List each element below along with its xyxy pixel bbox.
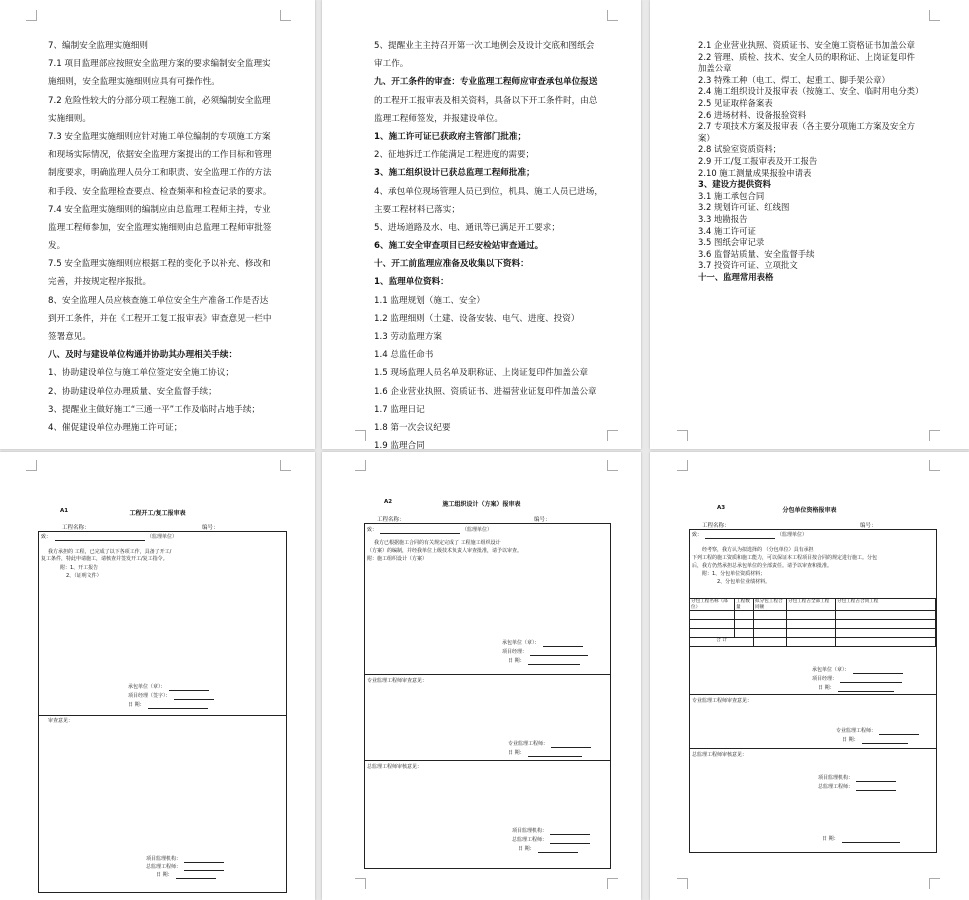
- text-line: 到开工条件，并在《工程开工复工报审表》审查意见一栏中: [48, 313, 272, 324]
- text-line: 2.10 施工测量成果报验申请表: [698, 167, 812, 178]
- text-line: 3.4 施工许可证: [698, 225, 756, 236]
- attachment-line: 2、（证明文件）: [66, 573, 102, 579]
- review-opinion-label: 专业监理工程师审查意见：: [367, 678, 428, 684]
- text-line: 八、及时与建设单位构通并协助其办理相关手续：: [48, 350, 238, 361]
- text-line: 7、编制安全监理实施细则: [48, 41, 148, 51]
- table-header-cell: 分包工程占全部工程: [787, 599, 836, 611]
- attachment-line: 附：1、分包单位资质材料；: [702, 571, 766, 577]
- text-line: 制度要求，明确监理人员分工和职责、安全监理工作的方法: [48, 168, 272, 179]
- corner-mark: [929, 460, 940, 471]
- signature-line: 日 期：: [128, 701, 208, 709]
- text-line: 3、提醒业主做好施工“三通一平”工作及临时占地手续；: [48, 404, 261, 415]
- addressee-label: 致：: [692, 532, 703, 538]
- text-line: 1.2 监理细则（土建、设备安装、电气、进度、投资）: [374, 313, 580, 324]
- table-row: [690, 620, 936, 629]
- approval-opinion-label: 总监理工程师审核意见：: [692, 752, 748, 758]
- text-line: 2.6 进场材料、设备报验资料: [698, 109, 807, 120]
- document-page-3: [650, 0, 969, 449]
- table-row: [690, 629, 936, 638]
- corner-mark: [355, 430, 366, 441]
- text-line: 2、协助建设单位办理质量、安全监督手续；: [48, 386, 217, 397]
- text-line: 主要工程材料已落实；: [374, 204, 460, 215]
- signature-line: 承包单位（章）：: [128, 683, 209, 691]
- page-3-text: [698, 40, 923, 283]
- text-line: 7.3 安全监理实施细则应针对施工单位编制的专项施工方案: [48, 131, 271, 142]
- text-line: 4、承包单位现场管理人员已到位，机具、施工人员已进场，: [374, 186, 603, 197]
- text-line: 审工作。: [374, 59, 409, 70]
- form-title: 施工组织设计（方案）报审表: [442, 501, 521, 508]
- text-line: 1.5 现场监理人员名单及职称证、上岗证复印件加盖公章: [374, 368, 589, 379]
- corner-mark: [929, 430, 940, 441]
- corner-mark: [677, 430, 688, 441]
- text-line: 1、监理单位资料：: [374, 277, 449, 288]
- text-line: 加盖公章: [698, 63, 732, 74]
- corner-mark: [26, 10, 37, 21]
- addressee-unit: （监理单位）: [147, 534, 178, 540]
- text-line: 施细则，安全监理实施细则应具有可操作性。: [48, 77, 220, 88]
- signature-line: 日 期：: [508, 657, 580, 665]
- text-line: 3.3 地勘报告: [698, 213, 748, 224]
- text-line: 6、施工安全审查项目已经安检站审查通过。: [374, 241, 544, 252]
- table-header-row: [690, 599, 936, 611]
- review-opinion-label: 审查意见：: [48, 718, 74, 724]
- signature-line: 项目监理机构：: [146, 855, 224, 863]
- text-line: 1.7 监理日记: [374, 404, 425, 415]
- fill-line: [55, 540, 145, 541]
- signature-line: 项目监理机构：: [512, 827, 590, 835]
- text-line: 5、进场道路及水、电、通讯等已满足开工要求；: [374, 222, 560, 233]
- approval-opinion-label: 总监理工程师审核意见：: [367, 764, 423, 770]
- signature-line: 专业监理工程师：: [508, 740, 591, 748]
- text-line: 4、催促建设单位办理施工许可证；: [48, 422, 183, 433]
- corner-mark: [355, 878, 366, 889]
- signature-line: 专业监理工程师：: [836, 727, 919, 735]
- corner-mark: [929, 10, 940, 21]
- form-number-label: 编号：: [534, 517, 551, 523]
- text-line: 的工程开工报审表及相关资料，具备以下开工条件时，由总: [374, 95, 598, 106]
- project-name-label: 工程名称：: [377, 517, 405, 523]
- attachment-line: 2、分包单位业绩材料。: [717, 579, 771, 585]
- addressee-unit: （监理单位）: [777, 532, 808, 538]
- corner-mark: [607, 10, 618, 21]
- divider: [38, 715, 286, 716]
- form-body-line: 下列工程的施工资质和施工能力，可以保证本工程项目按合同的规定进行施工。分包: [692, 555, 878, 561]
- fill-line: [380, 533, 460, 534]
- text-line: 1.4 总监任命书: [374, 350, 434, 361]
- signature-line: 总监理工程师：: [818, 783, 896, 791]
- text-line: 2.5 见证取样备案表: [698, 97, 773, 108]
- form-frame: [364, 523, 611, 869]
- text-line: 九、开工条件的审查：专业监理工程师应审查承包单位报送: [374, 77, 598, 88]
- project-name-label: 工程名称：: [62, 525, 90, 531]
- form-body-line: 经考察，我方认为拟选择的 （分包单位）具有承担: [702, 547, 814, 553]
- page-1-text: [48, 37, 271, 437]
- text-line: 7.2 危险性较大的分部分项工程施工前，必须编制安全监理: [48, 95, 271, 106]
- signature-line: 承包单位（章）：: [812, 666, 903, 674]
- form-code: A1: [60, 508, 69, 514]
- addressee-label: 致：: [41, 534, 52, 540]
- text-line: 7.1 项目监理部应按照安全监理方案的要求编制安全监理实: [48, 59, 271, 70]
- form-frame: [38, 531, 287, 893]
- form-body-line: 复工条件，特此申请施工，请核查并签发开工/复工指令。: [41, 556, 168, 562]
- addressee-unit: （监理单位）: [462, 527, 493, 533]
- signature-line: 项目经理：: [502, 648, 588, 656]
- text-line: 8、安全监理人员应核查施工单位安全生产准备工作是否达: [48, 295, 269, 306]
- text-line: 2.2 管理、质检、技术、安全人员的职称证、上岗证复印件: [698, 51, 915, 62]
- signature-line: 项目经理：: [812, 675, 902, 683]
- text-line: 1.1 监理规划（施工、安全）: [374, 295, 485, 306]
- text-line: 1.6 企业营业执照、资质证书、进福营业证复印件加盖公章: [374, 386, 597, 397]
- corner-mark: [280, 460, 291, 471]
- text-line: 3.7 投资许可证、立项批文: [698, 260, 798, 271]
- fill-line: [705, 538, 775, 539]
- text-line: 监理工程师参加，安全监理实施细则由总监理工程师审批签: [48, 222, 272, 233]
- addressee-label: 致：: [367, 527, 378, 533]
- text-line: 5、提醒业主主持召开第一次工地例会及设计交底和图纸会: [374, 41, 595, 51]
- text-line: 监理工程师签发，并报建设单位。: [374, 113, 503, 124]
- divider: [364, 760, 610, 761]
- text-line: 2.7 专项技术方案及报审表（各主要分项施工方案及安全方: [698, 121, 915, 132]
- text-line: 3.5 图纸会审记录: [698, 237, 765, 248]
- text-line: 3.2 规划许可证、红线图: [698, 202, 790, 213]
- form-number-label: 编号：: [860, 523, 877, 529]
- corner-mark: [607, 460, 618, 471]
- form-title: 工程开工/复工报审表: [129, 510, 186, 517]
- text-line: 1.9 监理合同: [374, 441, 425, 452]
- table-row: [690, 611, 936, 620]
- document-page-2: [322, 0, 641, 452]
- text-line: 2.8 试验室资质资料；: [698, 144, 781, 155]
- table-header-cell: 分包工程名称（部位）: [690, 599, 735, 611]
- text-line: 1、施工许可证已获政府主管部门批准；: [374, 131, 527, 142]
- text-line: 签署意见。: [48, 332, 91, 342]
- text-line: 2.3 特殊工种（电工、焊工、起重工、脚手架公章）: [698, 74, 890, 85]
- text-line: 实施细则。: [48, 113, 91, 124]
- text-line: 1.3 劳动监理方案: [374, 332, 442, 342]
- divider: [364, 674, 610, 675]
- signature-line: 总监理工程师：: [512, 836, 590, 844]
- form-body-line: 我方承担的 工程，已完成了以下各项工作，具备了开工/: [48, 549, 172, 555]
- form-title: 分包单位资格报审表: [782, 507, 837, 514]
- table-total-row: [690, 638, 936, 647]
- divider: [689, 694, 936, 695]
- form-page-a3: [650, 452, 969, 900]
- text-line: 2.4 施工组织设计及报审表（按施工、安全、临时用电分类）: [698, 86, 924, 97]
- corner-mark: [26, 460, 37, 471]
- text-line: 2.9 开工/复工报审表及开工报告: [698, 155, 818, 166]
- divider: [689, 748, 936, 749]
- review-opinion-label: 专业监理工程师审查意见：: [692, 698, 753, 704]
- form-body-line: 我方已根据施工合同的有关规定完成了 工程施工组织设计: [374, 540, 501, 546]
- signature-line: 承包单位（章）：: [502, 639, 583, 647]
- attachment-line: 附：施工组织设计（方案）: [367, 556, 428, 562]
- table-header-cell: 工程数量: [735, 599, 754, 611]
- table-header-cell: 拟分包工程合同额: [754, 599, 787, 611]
- corner-mark: [929, 878, 940, 889]
- text-line: 1.8 第一次会议纪要: [374, 422, 451, 433]
- text-line: 十一、监理常用表格: [698, 271, 774, 282]
- text-line: 3.6 监督站质量、安全监督手续: [698, 248, 815, 259]
- corner-mark: [355, 460, 366, 471]
- signature-line: 项目经理（签字）：: [128, 692, 214, 700]
- form-number-label: 编号：: [202, 525, 219, 531]
- text-line: 2、征地拆迁工作能满足工程进度的需要；: [374, 150, 535, 161]
- text-line: 2.1 企业营业执照、资质证书、安全施工资格证书加盖公章: [698, 40, 915, 50]
- signature-line: 日 期：: [508, 749, 582, 757]
- table-total-label: 合 计: [690, 638, 754, 647]
- page-2-text: [374, 37, 603, 492]
- table-header-cell: 分包工程占合同工程: [836, 599, 936, 611]
- text-line: 3、建设方提供资料: [698, 179, 771, 190]
- text-line: 发。: [48, 241, 66, 252]
- text-line: 完善，并按规定程序报批。: [48, 277, 152, 288]
- signature-line: 日 期：: [818, 684, 894, 692]
- corner-mark: [280, 10, 291, 21]
- attachment-line: 附：1、开工报告: [60, 565, 99, 571]
- form-body-line: 后，我方仍然承担总承包单位的全部责任。请予以审查和批准。: [692, 563, 833, 569]
- text-line: 和现场实际情况，依据安全监理方案提出的工作目标和管理: [48, 150, 272, 161]
- corner-mark: [607, 430, 618, 441]
- subcontract-table: [689, 598, 936, 647]
- document-page-1: [0, 0, 315, 449]
- text-line: 十、开工前监理应准备及收集以下资料：: [374, 259, 529, 270]
- signature-line: 日 期：: [822, 835, 900, 843]
- signature-line: 日 期：: [842, 736, 908, 744]
- signature-line: 项目监理机构：: [818, 774, 896, 782]
- form-page-a1: [0, 452, 315, 900]
- signature-line: 日 期：: [156, 871, 216, 879]
- signature-line: 总监理工程师：: [146, 863, 224, 871]
- form-body-line: （方案）的编制，并经我单位上级技术负责人审查批准，请予以审查。: [367, 548, 523, 554]
- form-code: A2: [384, 499, 393, 505]
- signature-line: 日 期：: [518, 845, 578, 853]
- corner-mark: [677, 460, 688, 471]
- text-line: 和手段、安全监理检查要点、检查频率和检查记录的要求。: [48, 186, 272, 197]
- text-line: 3.1 施工承包合同: [698, 190, 765, 201]
- text-line: 7.5 安全监理实施细则应根据工程的变化予以补充、修改和: [48, 259, 271, 270]
- corner-mark: [607, 878, 618, 889]
- text-line: 案）: [698, 132, 715, 143]
- project-name-label: 工程名称：: [702, 523, 730, 529]
- text-line: 3、施工组织设计已获总监理工程师批准；: [374, 168, 535, 179]
- text-line: 7.4 安全监理实施细则的编制应由总监理工程师主持，专业: [48, 204, 271, 215]
- text-line: 1、协助建设单位与施工单位签定安全施工协议；: [48, 368, 234, 379]
- corner-mark: [677, 878, 688, 889]
- form-page-a2: [322, 452, 641, 900]
- form-code: A3: [717, 505, 726, 511]
